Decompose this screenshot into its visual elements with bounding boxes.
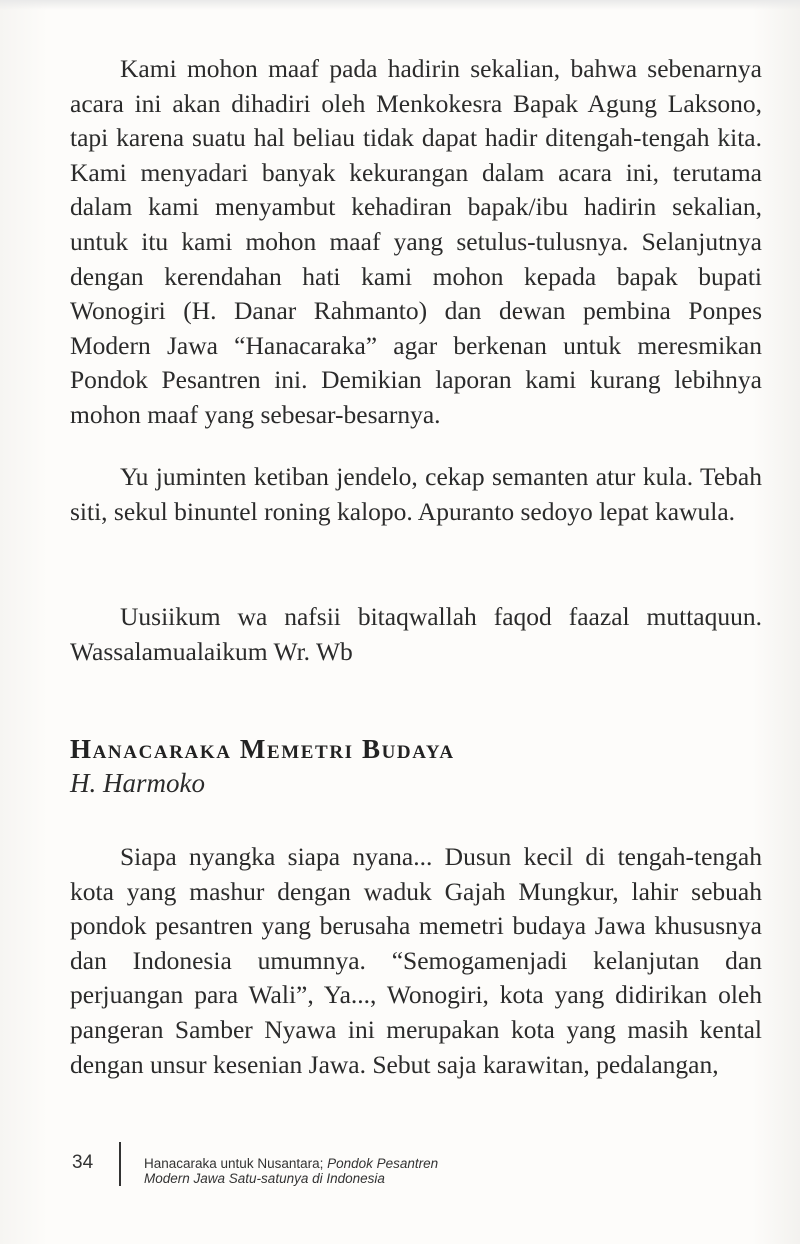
footer-book-title-line-1 [144, 1156, 438, 1172]
body-paragraph-2: Yu juminten ketiban jendelo, cekap semanten atur kula. Tebah siti, sekul binuntel roning kalopo. Apuranto sedoyo lepat kawula. [70, 462, 762, 526]
footer-divider [119, 1142, 121, 1186]
page-footer [70, 1138, 670, 1186]
body-paragraph-1: Kami mohon maaf pada hadirin sekalian, bahwa sebenarnya acara ini akan dihadiri oleh Menkokesra Bapak Agung Laksono, tapi karena suatu hal beliau tidak dapat hadir ditengah-tengah kita. Kami menyadari banyak kekurangan dalam acara ini, terutama dalam kami menyambut kehadiran bapak/ibu hadirin sekalian, untuk itu kami mohon maaf yang setulus-tulusnya. Selanjutnya dengan kerendahan hati kami mohon kepada bapak bupati Wonogiri (H. Danar Rahmanto) dan dewan pembina Ponpes Modern Jawa “Hanacaraka” agar berkenan untuk meresmikan Pondok Pesantren ini. Demikian laporan kami kurang lebihnya mohon maaf yang sebesar-besarnya. [70, 54, 762, 429]
section-heading: Hanacaraka Memetri Budaya [70, 734, 455, 764]
body-paragraph-4: Siapa nyangka siapa nyana... Dusun kecil di tengah-tengah kota yang mashur dengan waduk Gajah Mungkur, lahir sebuah pondok pesantren yang berusaha memetri budaya Jawa khususnya dan Indonesia umumnya. “Semogamenjadi kelanjutan dan perjuangan para Wali”, Ya..., Wonogiri, kota yang didirikan oleh pangeran Samber Nyawa ini merupakan kota yang masih kental dengan unsur kesenian Jawa. Sebut saja karawitan, pedalangan, [70, 842, 762, 1079]
footer-book-title-upright: Hanacaraka untuk Nusantara; [144, 1156, 324, 1171]
footer-book-title-line-2: Modern Jawa Satu-satunya di Indonesia [144, 1171, 385, 1186]
body-paragraph-3: Uusiikum wa nafsii bitaqwallah faqod faazal muttaquun. Wassalamualaikum Wr. Wb [70, 602, 762, 666]
footer-book-title-italic-1: Pondok Pesantren [323, 1156, 439, 1171]
section-author: H. Harmoko [70, 768, 205, 798]
scan-edge-shadow [0, 0, 800, 10]
page-number: 34 [72, 1152, 94, 1173]
